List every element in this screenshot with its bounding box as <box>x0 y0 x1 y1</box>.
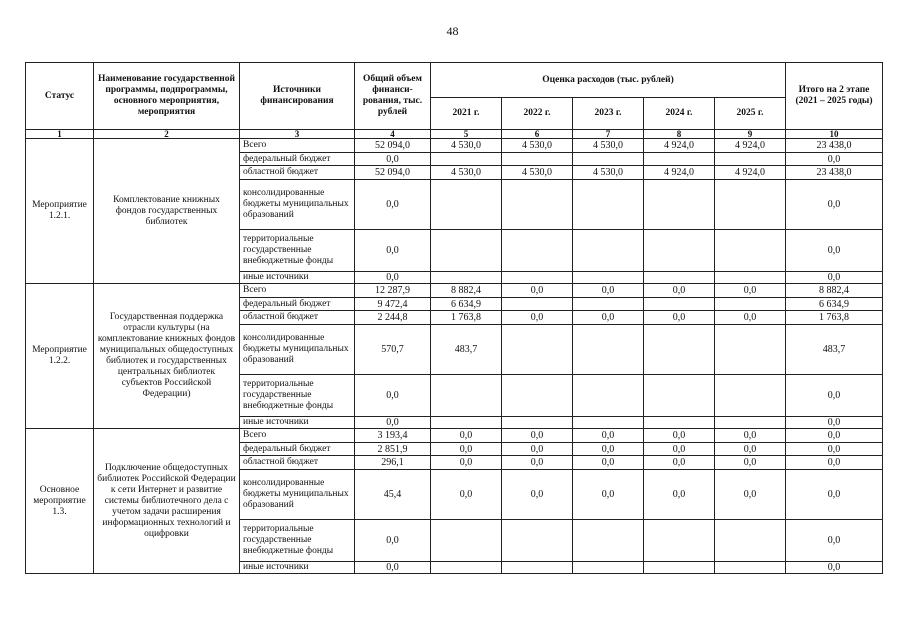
year-value-cell: 0,0 <box>573 456 644 470</box>
table-row <box>26 284 883 298</box>
year-value-cell: 4 530,0 <box>573 166 644 180</box>
total-cell: 0,0 <box>355 520 431 562</box>
year-value-cell <box>573 153 644 166</box>
year-value-cell: 4 530,0 <box>573 139 644 153</box>
source-cell: федеральный бюджет <box>240 298 355 311</box>
year-value-cell: 0,0 <box>573 429 644 443</box>
header-sources: Источники финансирования <box>240 63 355 130</box>
header-year: 2024 г. <box>644 98 715 130</box>
column-number: 10 <box>786 130 883 139</box>
source-cell: территориальные государственные внебюджетные фонды <box>240 375 355 417</box>
total-cell: 0,0 <box>355 375 431 417</box>
year-value-cell <box>573 325 644 375</box>
stage-total-cell: 0,0 <box>786 470 883 520</box>
year-value-cell <box>573 562 644 574</box>
year-value-cell: 0,0 <box>715 443 786 456</box>
year-value-cell: 4 530,0 <box>431 166 502 180</box>
total-cell: 3 193,4 <box>355 429 431 443</box>
year-value-cell: 0,0 <box>644 470 715 520</box>
program-name-cell: Подключение общедоступных библиотек Российской Федерации к сети Интернет и развитие системы библиотечного дела с учетом задачи расширения информационных технологий и оцифровки <box>94 429 240 574</box>
year-value-cell: 0,0 <box>502 429 573 443</box>
total-cell: 570,7 <box>355 325 431 375</box>
stage-total-cell: 0,0 <box>786 456 883 470</box>
year-value-cell: 8 882,4 <box>431 284 502 298</box>
total-cell: 9 472,4 <box>355 298 431 311</box>
year-value-cell: 0,0 <box>644 311 715 325</box>
total-cell: 0,0 <box>355 153 431 166</box>
source-cell: федеральный бюджет <box>240 153 355 166</box>
header-status: Статус <box>26 63 94 130</box>
year-value-cell <box>644 520 715 562</box>
source-cell: Всего <box>240 139 355 153</box>
year-value-cell: 0,0 <box>715 470 786 520</box>
total-cell: 12 287,9 <box>355 284 431 298</box>
year-value-cell: 0,0 <box>431 470 502 520</box>
year-value-cell: 0,0 <box>644 456 715 470</box>
year-value-cell <box>573 417 644 429</box>
year-value-cell: 0,0 <box>431 456 502 470</box>
year-value-cell <box>502 375 573 417</box>
source-cell: иные источники <box>240 562 355 574</box>
total-cell: 0,0 <box>355 417 431 429</box>
year-value-cell <box>502 325 573 375</box>
year-value-cell: 4 924,0 <box>644 166 715 180</box>
header-estimate: Оценка расходов (тыс. рублей) <box>431 63 786 98</box>
year-value-cell <box>715 562 786 574</box>
source-cell: иные источники <box>240 417 355 429</box>
column-number: 9 <box>715 130 786 139</box>
stage-total-cell: 8 882,4 <box>786 284 883 298</box>
year-value-cell <box>715 153 786 166</box>
status-cell: Мероприятие 1.2.1. <box>26 139 94 284</box>
year-value-cell <box>502 180 573 230</box>
year-value-cell: 6 634,9 <box>431 298 502 311</box>
year-value-cell: 0,0 <box>573 284 644 298</box>
stage-total-cell: 0,0 <box>786 562 883 574</box>
year-value-cell: 4 530,0 <box>502 139 573 153</box>
year-value-cell: 0,0 <box>715 429 786 443</box>
source-cell: областной бюджет <box>240 166 355 180</box>
stage-total-cell: 0,0 <box>786 230 883 272</box>
year-value-cell: 4 924,0 <box>715 139 786 153</box>
total-cell: 0,0 <box>355 272 431 284</box>
total-cell: 52 094,0 <box>355 139 431 153</box>
header-year: 2021 г. <box>431 98 502 130</box>
source-cell: консолидированные бюджеты муниципальных образований <box>240 470 355 520</box>
year-value-cell <box>431 417 502 429</box>
year-value-cell: 0,0 <box>502 470 573 520</box>
total-cell: 296,1 <box>355 456 431 470</box>
header-year: 2023 г. <box>573 98 644 130</box>
year-value-cell <box>431 520 502 562</box>
year-value-cell: 0,0 <box>431 429 502 443</box>
year-value-cell: 0,0 <box>573 443 644 456</box>
table-body <box>26 139 883 574</box>
total-cell: 0,0 <box>355 230 431 272</box>
stage-total-cell: 0,0 <box>786 520 883 562</box>
year-value-cell: 0,0 <box>644 443 715 456</box>
stage-total-cell: 0,0 <box>786 443 883 456</box>
year-value-cell <box>502 298 573 311</box>
year-value-cell: 0,0 <box>502 284 573 298</box>
year-value-cell: 483,7 <box>431 325 502 375</box>
page-number: 48 <box>446 24 459 38</box>
year-value-cell <box>431 272 502 284</box>
year-value-cell <box>573 298 644 311</box>
budget-table <box>25 62 883 574</box>
source-cell: консолидированные бюджеты муниципальных образований <box>240 180 355 230</box>
year-value-cell <box>573 230 644 272</box>
column-number: 3 <box>240 130 355 139</box>
year-value-cell <box>644 272 715 284</box>
year-value-cell <box>502 562 573 574</box>
year-value-cell <box>644 417 715 429</box>
column-number: 7 <box>573 130 644 139</box>
header-year: 2022 г. <box>502 98 573 130</box>
stage-total-cell: 0,0 <box>786 375 883 417</box>
year-value-cell: 0,0 <box>502 456 573 470</box>
year-value-cell <box>431 180 502 230</box>
year-value-cell: 0,0 <box>715 456 786 470</box>
year-value-cell <box>644 325 715 375</box>
year-value-cell <box>715 520 786 562</box>
program-name-cell: Комплектование книжных фондов государственных библиотек <box>94 139 240 284</box>
year-value-cell <box>431 230 502 272</box>
year-value-cell <box>715 325 786 375</box>
year-value-cell <box>644 562 715 574</box>
column-number: 6 <box>502 130 573 139</box>
year-value-cell: 4 924,0 <box>644 139 715 153</box>
year-value-cell: 1 763,8 <box>431 311 502 325</box>
year-value-cell <box>644 153 715 166</box>
year-value-cell <box>502 230 573 272</box>
year-value-cell <box>715 375 786 417</box>
stage-total-cell: 6 634,9 <box>786 298 883 311</box>
year-value-cell <box>573 375 644 417</box>
source-cell: федеральный бюджет <box>240 443 355 456</box>
year-value-cell <box>573 180 644 230</box>
status-cell: Мероприятие 1.2.2. <box>26 284 94 429</box>
total-cell: 2 244,8 <box>355 311 431 325</box>
year-value-cell: 0,0 <box>644 429 715 443</box>
total-cell: 2 851,9 <box>355 443 431 456</box>
year-value-cell <box>431 375 502 417</box>
year-value-cell: 0,0 <box>502 311 573 325</box>
stage-total-cell: 0,0 <box>786 272 883 284</box>
year-value-cell <box>502 520 573 562</box>
year-value-cell <box>715 298 786 311</box>
total-cell: 0,0 <box>355 180 431 230</box>
stage-total-cell: 23 438,0 <box>786 139 883 153</box>
year-value-cell <box>573 520 644 562</box>
header-total-volume: Общий объем финанси-рования, тыс. рублей <box>355 63 431 130</box>
stage-total-cell: 23 438,0 <box>786 166 883 180</box>
source-cell: территориальные государственные внебюджетные фонды <box>240 230 355 272</box>
year-value-cell: 0,0 <box>715 284 786 298</box>
year-value-cell: 0,0 <box>502 443 573 456</box>
status-cell: Основное мероприятие 1.3. <box>26 429 94 574</box>
stage-total-cell: 0,0 <box>786 153 883 166</box>
table-row <box>26 139 883 153</box>
column-number: 4 <box>355 130 431 139</box>
total-cell: 52 094,0 <box>355 166 431 180</box>
year-value-cell <box>644 298 715 311</box>
source-cell: Всего <box>240 284 355 298</box>
year-value-cell <box>715 180 786 230</box>
program-name-cell: Государственная поддержка отрасли культуры (на комплектование книжных фондов муниципальных общедоступных библиотек и государственных центральных библиотек субъектов Российской Федерации) <box>94 284 240 429</box>
source-cell: областной бюджет <box>240 456 355 470</box>
year-value-cell <box>644 375 715 417</box>
year-value-cell <box>644 230 715 272</box>
stage-total-cell: 483,7 <box>786 325 883 375</box>
header-program-name: Наименование государственной программы, подпрограммы, основного мероприятия, мероприятия <box>94 63 240 130</box>
year-value-cell <box>644 180 715 230</box>
year-value-cell <box>573 272 644 284</box>
column-number: 1 <box>26 130 94 139</box>
column-number: 8 <box>644 130 715 139</box>
year-value-cell <box>715 417 786 429</box>
stage-total-cell: 0,0 <box>786 417 883 429</box>
year-value-cell: 0,0 <box>715 311 786 325</box>
stage-total-cell: 1 763,8 <box>786 311 883 325</box>
header-year: 2025 г. <box>715 98 786 130</box>
table-row <box>26 429 883 443</box>
column-number-row <box>26 130 883 139</box>
year-value-cell <box>502 272 573 284</box>
source-cell: областной бюджет <box>240 311 355 325</box>
stage-total-cell: 0,0 <box>786 429 883 443</box>
year-value-cell <box>431 562 502 574</box>
source-cell: консолидированные бюджеты муниципальных образований <box>240 325 355 375</box>
year-value-cell <box>715 230 786 272</box>
year-value-cell: 0,0 <box>573 311 644 325</box>
year-value-cell: 0,0 <box>573 470 644 520</box>
year-value-cell: 0,0 <box>644 284 715 298</box>
year-value-cell <box>715 272 786 284</box>
year-value-cell <box>502 417 573 429</box>
stage-total-cell: 0,0 <box>786 180 883 230</box>
column-number: 5 <box>431 130 502 139</box>
source-cell: Всего <box>240 429 355 443</box>
header-stage-total: Итого на 2 этапе (2021 – 2025 годы) <box>786 63 883 130</box>
year-value-cell: 4 924,0 <box>715 166 786 180</box>
source-cell: иные источники <box>240 272 355 284</box>
column-number: 2 <box>94 130 240 139</box>
total-cell: 0,0 <box>355 562 431 574</box>
year-value-cell: 0,0 <box>431 443 502 456</box>
year-value-cell: 4 530,0 <box>502 166 573 180</box>
total-cell: 45,4 <box>355 470 431 520</box>
year-value-cell <box>431 153 502 166</box>
year-value-cell <box>502 153 573 166</box>
year-value-cell: 4 530,0 <box>431 139 502 153</box>
source-cell: территориальные государственные внебюджетные фонды <box>240 520 355 562</box>
